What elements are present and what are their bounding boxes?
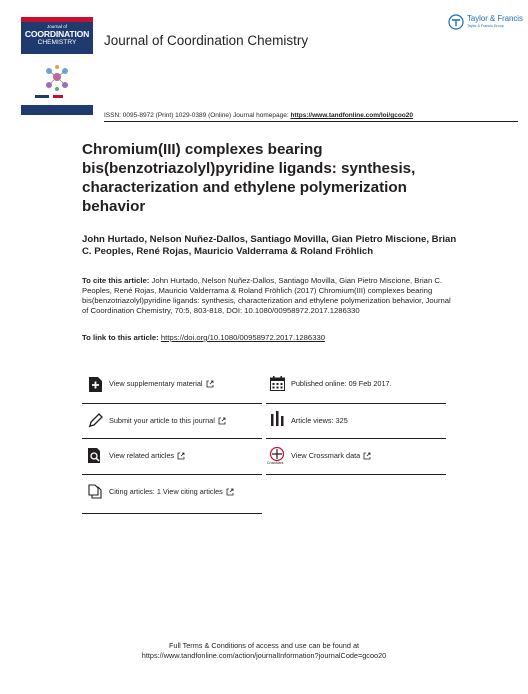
cover-coordination-text: COORDINATION — [24, 29, 90, 39]
box-divider — [266, 403, 446, 404]
article-link-label: To link to this article: — [82, 333, 161, 342]
citation-label: To cite this article: — [82, 276, 152, 285]
publisher-logo-icon — [448, 14, 464, 30]
external-link-icon — [363, 452, 371, 460]
related-search-icon — [88, 448, 103, 463]
article-doi-link[interactable]: https://doi.org/10.1080/00958972.2017.1286330 — [160, 333, 326, 342]
box-divider — [266, 438, 446, 439]
article-link-line — [82, 333, 325, 342]
citing-articles-icon — [88, 484, 103, 499]
citing-articles-label: Citing articles: 1 View citing articles — [109, 487, 223, 496]
submit-pencil-icon — [88, 413, 103, 428]
cover-journal-text: Journal of — [46, 24, 68, 29]
citing-articles-link[interactable] — [82, 477, 262, 514]
footer-terms-link[interactable]: https://www.tandfonline.com/action/journalInformation?journalCode=gcoo20 — [141, 651, 387, 660]
crossmark-label: View Crossmark data — [291, 451, 361, 460]
journal-title: Journal of Coordination Chemistry — [104, 33, 309, 48]
external-link-icon — [177, 452, 185, 460]
publisher-name: Taylor & Francis — [467, 14, 523, 23]
article-title: Chromium(III) complexes bearing bis(benzotriazolyl)pyridine ligands: synthesis, characterization and ethylene polymerization behavior — [82, 141, 416, 215]
article-views-info — [266, 405, 446, 439]
footer — [0, 641, 528, 661]
footer-terms-text: Full Terms & Conditions of access and use can be found at — [168, 641, 360, 650]
supplementary-file-icon — [88, 377, 103, 392]
journal-homepage-link[interactable]: https://www.tandfonline.com/loi/gcoo20 — [290, 112, 413, 119]
box-divider — [82, 403, 262, 404]
crossmark-badge-text: CrossMark — [267, 461, 284, 465]
citation-text: John Hurtado, Nelson Nuñez-Dallos, Santiago Movilla, Gian Pietro Miscione, Brian C. Peoples, René Rojas, Mauricio Valderrama & Roland Fröhlich (2017) Chromium(III) complexes bearing bis(benzotriazolyl)pyridine ligands: synthesis, characterization and ethylene polymerization behavior, Journal of Coordination Chemistry, 70:5, 803-818, DOI: 10.1080/00958972.2017.1286330 — [82, 276, 451, 315]
external-link-icon — [218, 417, 226, 425]
bar-chart-icon — [270, 411, 285, 426]
box-divider — [266, 474, 446, 475]
submit-article-link[interactable] — [82, 405, 262, 439]
related-articles-link[interactable] — [82, 441, 262, 475]
calendar-icon — [270, 376, 285, 391]
cover-footer-band — [21, 105, 93, 115]
box-divider — [82, 513, 262, 514]
submit-article-label: Submit your article to this journal — [109, 416, 215, 425]
external-link-icon — [226, 488, 234, 496]
issn-line — [104, 112, 413, 119]
cover-chemistry-text: CHEMISTRY — [37, 38, 77, 46]
cover-stripe — [21, 17, 93, 22]
article-views-label: Article views: 325 — [291, 416, 348, 425]
box-divider — [82, 438, 262, 439]
header-divider — [104, 121, 518, 122]
article-authors: John Hurtado, Nelson Nuñez-Dallos, Santiago Movilla, Gian Pietro Miscione, Brian C. Peoples, René Rojas, Mauricio Valderrama & Roland Fröhlich — [82, 234, 457, 257]
related-articles-label: View related articles — [109, 451, 175, 460]
molecule-illustration-icon — [31, 59, 83, 103]
crossmark-link[interactable] — [266, 441, 446, 475]
issn-text: ISSN: 0095-8972 (Print) 1029-0389 (Online) Journal homepage: — [104, 112, 291, 119]
published-online-label: Published online: 09 Feb 2017. — [291, 379, 392, 388]
supplementary-material-link[interactable] — [82, 370, 262, 404]
published-online-info — [266, 370, 446, 404]
citation-block — [82, 276, 452, 316]
supplementary-material-label: View supplementary material — [109, 379, 203, 388]
box-divider — [82, 474, 262, 475]
external-link-icon — [206, 380, 214, 388]
publisher-logo[interactable] — [448, 13, 523, 33]
journal-cover — [21, 17, 93, 115]
publisher-subtitle: Taylor & Francis Group — [467, 24, 504, 28]
